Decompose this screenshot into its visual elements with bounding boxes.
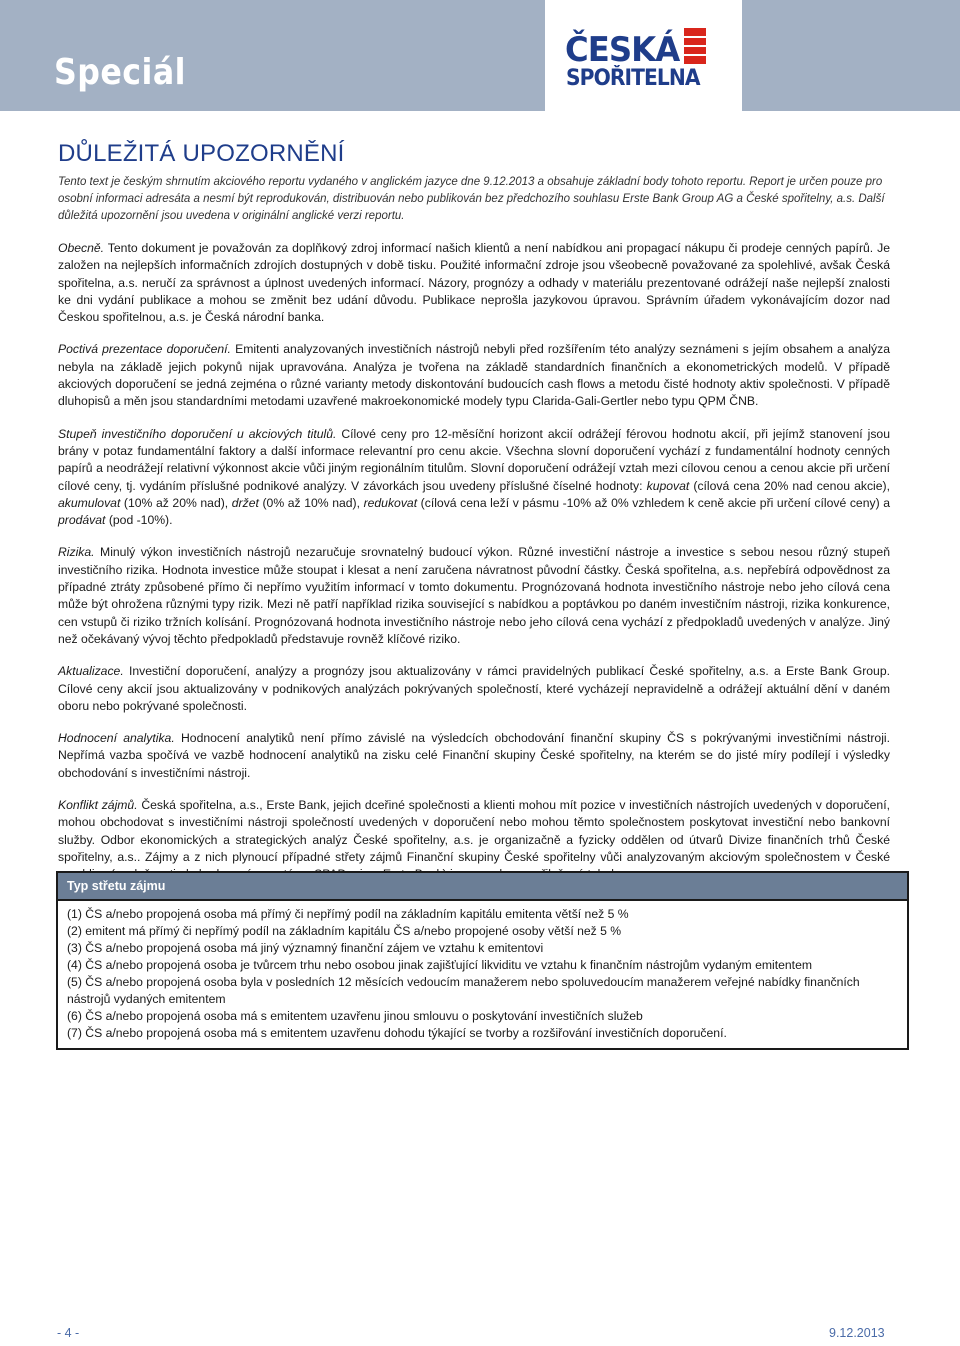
- table-row: (3) ČS a/nebo propojená osoba má jiný významný finanční zájem ve vztahu k emitentovi: [67, 941, 544, 955]
- table-body: [58, 901, 907, 1048]
- section-fair-presentation: [58, 341, 890, 410]
- table-row: (6) ČS a/nebo propojená osoba má s emitentem uzavřenu jinou smlouvu o poskytování investičních služeb: [67, 1009, 643, 1023]
- section-lead: Rizika.: [58, 545, 95, 560]
- section-lead: Aktualizace.: [58, 664, 124, 679]
- conflict-types-table: [56, 871, 909, 1050]
- table-row: (4) ČS a/nebo propojená osoba je tvůrcem trhu nebo osobou jinak zajišťující likviditu ve vztahu k finančním nástrojům vydaným emitentem: [67, 958, 812, 972]
- logo-text-line1: ČESKÁ: [565, 30, 680, 70]
- logo-s-icon: [682, 28, 708, 64]
- keyword: akumulovat: [58, 495, 121, 510]
- section-text: Cílové ceny pro 12-měsíční horizont akcií odrážejí férovou hodnotu akcií, při jejímž stanovení jsou brány v potaz fundamentální faktory a další informace relevantní pro cenu akcie. Všechna slovní doporučení vychází z fundamentální hodnoty cenných papírů a neodrážejí relativní výkonnost akcie vůči jiným regionálním titulům. Slovní doporučení odrážejí vztah mezi cílovou cenou a cenou akcie při určení cílové ceny, tj. vydáním příslušné podnikové analýzy. V závorkách jsou uvedeny příslušné číselné hodnoty:: [58, 426, 890, 493]
- main-content: [58, 140, 890, 884]
- section-text: Minulý výkon investičních nástrojů nezaručuje srovnatelný budoucí výkon. Různé investiční nástroje a investice s sebou nesou různý stupeň investičního rizika. Hodnota investice může stoupat i klesat a není zaručena návratnost původní částky. Česká spořitelna, a.s. nepřebírá odpovědnost za případné ztráty způsobené přímo či nepřímo využitím informací v tomto dokumentu. Prognózovaná hodnota investičního nástroje nebo jeho cílová cena může být ohrožena různými typy rizik. Mezi ně patří například rizika související s nabídkou a poptávkou po daném investičním nástroji, rizika konkurence, cen vstupů či riziko tržních kolísání. Prognózovaná hodnota investičního nástroje nebo jeho cílová cena vychází z předpokladů uvedených v analýze. Jiný než očekávaný vývoj těchto předpokladů představuje rovněž klíčové riziko.: [58, 545, 890, 646]
- section-title: Speciál: [54, 52, 186, 93]
- header-banner: [0, 0, 960, 111]
- keyword: redukovat: [363, 495, 418, 510]
- section-text: (pod -10%).: [105, 513, 173, 528]
- section-lead: Poctivá prezentace doporučení.: [58, 342, 231, 357]
- section-analyst-rating: [58, 730, 890, 782]
- section-lead: Obecně.: [58, 241, 105, 255]
- section-general: [58, 240, 890, 326]
- table-header: Typ střetu zájmu: [58, 873, 907, 901]
- section-rating: [58, 426, 890, 530]
- page-number: - 4 -: [57, 1326, 80, 1340]
- logo-text-line2: SPOŘITELNA: [566, 66, 700, 91]
- section-text: Emitenti analyzovaných investičních nástrojů nebyli před rozšířením této analýzy seznámeni s jejím obsahem a analýza nebyla na základě jejich pokynů nijak upravována. Analýza je tvořena na základě standardních finančních a ekonometrických modelů. V případě akciových doporučení se jedná zejména o různé varianty metody diskontování budoucích cash flows a metodu čisté hodnoty aktiv společnosti. V případě dluhopisů a měn jsou standardními metodami uzavřené makroekonomické modely typu Clarida-Gali-Gertler nebo typu QPM ČNB.: [58, 342, 890, 409]
- keyword: kupovat: [646, 478, 690, 493]
- section-text: (0% až 10% nad),: [258, 495, 364, 510]
- section-text: (cílová cena leží v pásmu -10% až 0% vzhledem k ceně akcie při určení cílové ceny) a: [417, 495, 890, 510]
- keyword: držet: [231, 495, 259, 510]
- section-text: (10% až 20% nad),: [120, 495, 232, 510]
- section-lead: Hodnocení analytika.: [58, 731, 175, 746]
- intro-text: Tento text je českým shrnutím akciového reportu vydaného v anglickém jazyce dne 9.12.2013 a obsahuje základní body tohoto reportu. Report je určen pouze pro osobní informaci adresáta a nesmí být reprodukován, distribuován nebo publikován bez předchozího souhlasu Erste Bank Group AG a České spořitelny, a.s. Další důležitá upozornění jsou uvedena v originální anglické verzi reportu.: [58, 176, 885, 222]
- table-row: (1) ČS a/nebo propojená osoba má přímý či nepřímý podíl na základním kapitálu emitenta větší než 5 %: [67, 907, 629, 921]
- section-updates: [58, 663, 890, 715]
- section-text: Hodnocení analytiků není přímo závislé na výsledcích obchodování finanční skupiny ČS s pokrývanými investičními nástroji. Nepřímá vazba spočívá ve vazbě hodnocení analytiků na zisku celé Finanční skupiny České spořitelny, na kterém se do jisté míry podílejí i výsledky obchodování s investičními nástroji.: [58, 731, 891, 780]
- section-text: Tento dokument je považován za doplňkový zdroj informací našich klientů a není nabídkou ani propagací nákupu či prodeje cenných papírů. Je založen na nejlepších informačních zdrojích dostupných v době tisku. Použité informační zdroje jsou všeobecně považované za spolehlivé, avšak Česká spořitelna, a.s. neručí za správnost a úplnost uvedených informací. Názory, prognózy a odhady v materiálu prezentované odrážejí naše nejlepší znalosti ke dni vydání publikace a mohou se změnit bez udání důvodu. Publikace neprošla jazykovou úpravou. Správním úřadem vykonávajícím dozor nad Českou spořitelnou, a.s. je Česká národní banka.: [58, 241, 890, 325]
- table-row: (5) ČS a/nebo propojená osoba byla v posledních 12 měsících vedoucím manažerem nebo spoluvedoucím manažerem veřejné nabídky finančních nástrojů vydaných emitentem: [67, 975, 860, 1006]
- table-row: (7) ČS a/nebo propojená osoba má s emitentem uzavřenu dohodu týkající se tvorby a rozšiřování investičních doporučení.: [67, 1026, 727, 1040]
- keyword: prodávat: [58, 513, 106, 528]
- footer-date: 9.12.2013: [829, 1326, 885, 1340]
- section-text: (cílová cena 20% nad cenou akcie),: [689, 478, 890, 493]
- section-text: Investiční doporučení, analýzy a prognózy jsou aktualizovány v rámci pravidelných publikací České spořitelny, a.s. a Erste Bank Group. Cílové ceny akcií jsou aktualizovány v podnikových analýzách pokrývaných společností, které vycházejí nepravidelně a odrážejí aktuální dění v daném oboru nebo pokrývané společnosti.: [58, 664, 890, 713]
- section-text: Česká spořitelna, a.s., Erste Bank, jejich dceřiné společnosti a klienti mohou mít pozice v investičních nástrojích uvedených v doporučení, mohou obchodovat s investičními nástroji společností uvedených v doporučení nebo mohou těmto společnostem poskytovat investiční nebo bankovní služby. Odbor ekonomických a strategických analýz České spořitelny, a.s. je organizačně a fyzicky oddělen od útvarů Divize finančních trhů České spořitelny, a.s.. Zájmy a z nich plynoucí případné střety zájmů Finanční skupiny České spořitelny vůči analyzovaným akciovým společnostem v České: [58, 798, 890, 864]
- table-row: (2) emitent má přímý či nepřímý podíl na základním kapitálu ČS a/nebo propojené osoby větší než 5 %: [67, 924, 622, 938]
- bank-logo: [545, 0, 742, 111]
- section-lead: Stupeň investičního doporučení u akciových titulů.: [58, 426, 337, 441]
- section-risks: [58, 544, 890, 648]
- page-heading: DŮLEŽITÁ UPOZORNĚNÍ: [58, 140, 345, 167]
- section-lead: Konflikt zájmů.: [58, 798, 138, 813]
